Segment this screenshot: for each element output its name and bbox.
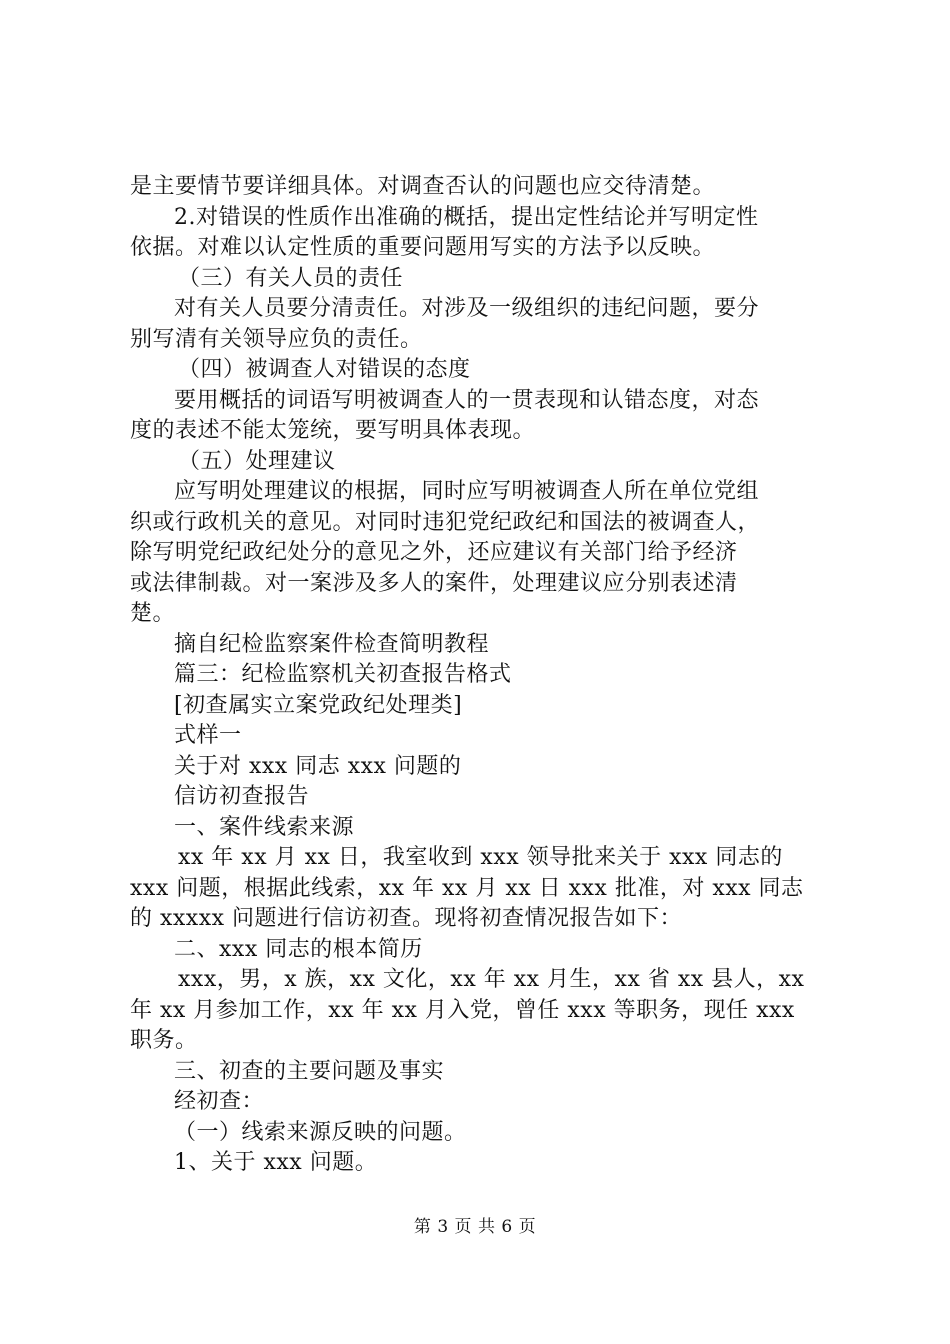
paragraph-line: 式样一 — [174, 723, 242, 748]
paragraph-line: （四）被调查人对错误的态度 — [178, 357, 471, 382]
paragraph-line: 摘自纪检监察案件检查简明教程 — [174, 631, 490, 657]
paragraph-line: 度的表述不能太笼统，要写明具体表现。 — [130, 418, 536, 443]
paragraph-line: [初查属实立案党政纪处理类] — [174, 692, 463, 718]
paragraph-line: 除写明党纪政纪处分的意见之外，还应建议有关部门给予经济 — [130, 540, 738, 565]
paragraph-line: 经初查： — [174, 1089, 265, 1114]
paragraph-line: （三）有关人员的责任 — [178, 265, 404, 291]
paragraph-line: 篇三：纪检监察机关初查报告格式 — [174, 662, 512, 687]
paragraph-line: 2.对错误的性质作出准确的概括，提出定性结论并写明定性 — [174, 204, 759, 230]
paragraph-line: xx 年 xx 月 xx 日，我室收到 xxx 领导批来关于 xxx 同志的 — [178, 845, 783, 870]
paragraph-line: 要用概括的词语写明被调查人的一贯表现和认错态度，对态 — [174, 387, 760, 413]
paragraph-line: 楚。 — [130, 601, 176, 626]
paragraph-line: 年 xx 月参加工作，xx 年 xx 月入党，曾任 xxx 等职务，现任 xxx — [130, 997, 795, 1023]
paragraph-line: 应写明处理建议的根据，同时应写明被调查人所在单位党组 — [174, 479, 760, 504]
paragraph-line: 别写清有关领导应负的责任。 — [130, 326, 423, 352]
paragraph-line: 织或行政机关的意见。对同时违犯党纪政纪和国法的被调查人， — [130, 509, 761, 535]
paragraph-line: 的 xxxxx 问题进行信访初查。现将初查情况报告如下： — [130, 906, 683, 931]
paragraph-line: （一）线索来源反映的问题。 — [174, 1119, 467, 1145]
paragraph-line: 或法律制裁。对一案涉及多人的案件，处理建议应分别表述清 — [130, 570, 738, 596]
paragraph-line: 关于对 xxx 同志 xxx 问题的 — [174, 753, 462, 779]
paragraph-line: 1、关于 xxx 问题。 — [174, 1150, 378, 1175]
paragraph-line: 信访初查报告 — [174, 784, 310, 809]
paragraph-line: 一、案件线索来源 — [174, 814, 355, 840]
page-footer: 第 3 页 共 6 页 — [413, 1217, 537, 1237]
paragraph-line: （五）处理建议 — [178, 448, 336, 474]
paragraph-line: 二、xxx 同志的根本简历 — [174, 936, 423, 962]
paragraph-line: 职务。 — [130, 1028, 198, 1053]
document-body — [130, 172, 830, 1179]
paragraph-line: 三、初查的主要问题及事实 — [174, 1058, 445, 1084]
paragraph-line: 对有关人员要分清责任。对涉及一级组织的违纪问题，要分 — [174, 296, 760, 321]
paragraph-line: xxx，男，x 族，xx 文化，xx 年 xx 月生，xx 省 xx 县人，xx — [178, 967, 805, 992]
paragraph-line: 是主要情节要详细具体。对调查否认的问题也应交待清楚。 — [130, 174, 716, 199]
paragraph-line: xxx 问题，根据此线索，xx 年 xx 月 xx 日 xxx 批准，对 xxx 同志 — [130, 875, 804, 901]
paragraph-line: 依据。对难以认定性质的重要问题用写实的方法予以反映。 — [130, 235, 716, 260]
